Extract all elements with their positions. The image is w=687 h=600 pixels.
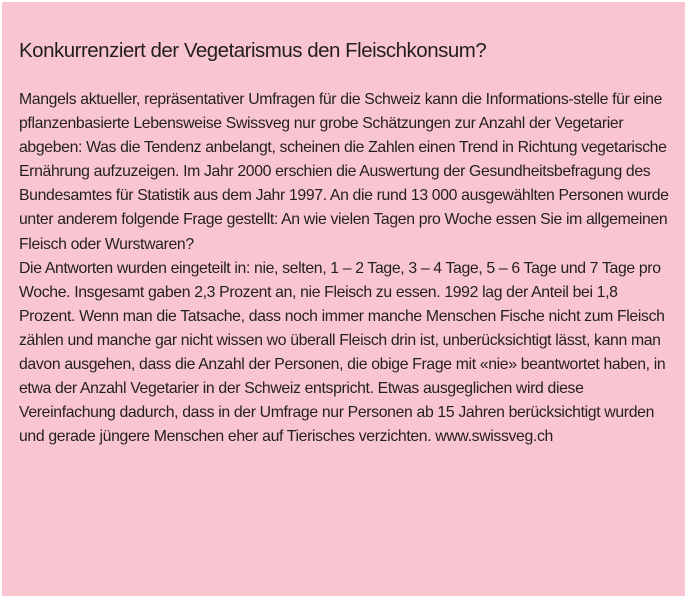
box-body xyxy=(19,88,669,449)
box-title: Konkurrenziert der Vegetarismus den Fleischkonsum? xyxy=(19,39,487,62)
info-box xyxy=(2,2,685,596)
paragraph-survey-results: Die Antworten wurden eingeteilt in: nie, selten, 1 – 2 Tage, 3 – 4 Tage, 5 – 6 Tage und 7 Tage pro Woche. Insgesamt gaben 2,3 Prozent an, nie Fleisch zu essen. 1992 lag der Anteil bei 1,8 Prozent. Wenn man die Tatsache, dass noch immer manche Menschen Fische nicht zum Fleisch zählen und manche gar nicht wissen wo überall Fleisch drin ist, unberücksichtigt lässt, kann man davon ausgehen, dass die Anzahl der Personen, die obige Frage mit «nie» beantwortet haben, in etwa der Anzahl Vegetarier in der Schweiz entspricht. Etwas ausgeglichen wird diese Vereinfachung dadurch, dass in der Umfrage nur Personen ab 15 Jahren berücksichtigt wurden und gerade jüngere Menschen eher auf Tierisches verzichten. www.swissveg.ch xyxy=(19,259,666,446)
paragraph-survey-intro: Mangels aktueller, repräsentativer Umfragen für die Schweiz kann die Informations-stelle für eine pflanzenbasierte Lebensweise Swissveg nur grobe Schätzungen zur Anzahl der Vegetarier abgeben: Was die Tendenz anbelangt, scheinen die Zahlen einen Trend in Richtung vegetarische Ernährung aufzuzeigen. Im Jahr 2000 erschien die Auswertung der Gesundheitsbefragung des Bundesamtes für Statistik aus dem Jahr 1997. An die rund 13 000 ausgewählten Personen wurde unter anderem folgende Frage gestellt: An wie vielen Tagen pro Woche essen Sie im allgemeinen Fleisch oder Wurstwaren? xyxy=(19,91,669,253)
